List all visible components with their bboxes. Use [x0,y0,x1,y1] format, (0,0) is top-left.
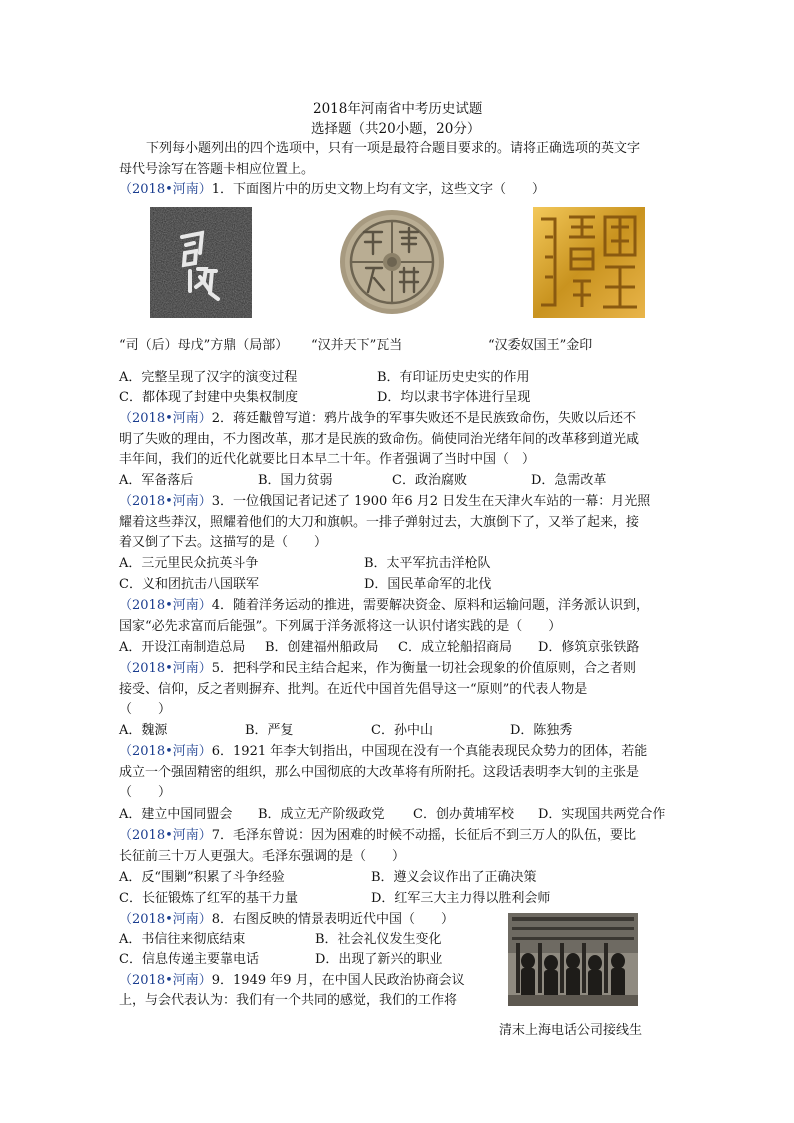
question-source-tag: （2018•河南） [119,912,212,927]
q8-option-a[interactable]: A．书信往来彻底结束 [119,932,246,947]
q7-option-c[interactable]: C．长征锻炼了红军的基干力量 [119,891,298,906]
q8-option-b[interactable]: B．社会礼仪发生变化 [315,932,442,947]
telephone-operators-photo [508,913,638,1006]
question-5-line-3: （ ） [119,702,172,717]
question-source-tag: （2018•河南） [119,494,212,509]
question-6 [119,742,647,762]
question-stem: 3．一位俄国记者记述了 1900 年6 月2 日发生在天津火车站的一幕：月光照 [211,494,651,509]
q4-option-b[interactable]: B．创建福州船政局 [265,640,379,655]
q1-option-c[interactable]: C．都体现了封建中央集权制度 [119,390,298,405]
question-stem: 9．1949 年9 月，在中国人民政治协商会议 [211,973,465,988]
q6-option-a[interactable]: A．建立中国同盟会 [119,807,233,822]
q1-option-d[interactable]: D．均以隶书字体进行呈现 [377,390,531,405]
question-2-line-3: 丰年间，我们的近代化就要比日本早二十年。作者强调了当时中国（ ） [119,452,536,467]
question-source-tag: （2018•河南） [119,661,212,676]
q1-option-a[interactable]: A．完整呈现了汉字的演变过程 [119,370,298,385]
question-4-line-2: 国家“必先求富而后能强”。下列属于洋务派将这一认识付诸实践的是（ ） [119,619,562,634]
question-7-line-2: 长征前三十万人更强大。毛泽东强调的是（ ） [119,849,406,864]
instructions-line-2: 母代号涂写在答题卡相应位置上。 [119,162,315,177]
q4-option-a[interactable]: A．开设江南制造总局 [119,640,246,655]
q3-option-c[interactable]: C．义和团抗击八国联军 [119,577,259,592]
question-6-line-2: 成立一个强固精密的组织，那么中国彻底的大改革将有所附托。这段话表明李大钊的主张是 [119,765,640,780]
q6-option-d[interactable]: D．实现国共两党合作 [538,807,666,822]
q7-option-a[interactable]: A．反“围剿”积累了斗争经验 [119,870,285,885]
question-source-tag: （2018•河南） [119,744,212,759]
q6-option-b[interactable]: B．成立无产阶级政党 [258,807,385,822]
question-5 [119,659,636,679]
question-3-line-2: 耀着这些莽汉，照耀着他们的大刀和旗帜。一排子弹射过去，大旗倒下了，又举了起来，接 [119,515,640,530]
q7-option-d[interactable]: D．红军三大主力得以胜利会师 [371,891,551,906]
q5-option-c[interactable]: C．孙中山 [371,723,433,738]
caption-gold-seal: “汉委奴国王”金印 [488,338,593,353]
question-5-line-2: 接受、信仰，反之者则摒弃、批判。在近代中国首先倡导这一“原则”的代表人物是 [119,682,588,697]
caption-bronze-ding: “司（后）母戊”方鼎（局部） [119,338,289,353]
question-stem: 4．随着洋务运动的推进，需要解决资金、原料和运输问题，洋务派认识到， [211,598,650,613]
q3-option-b[interactable]: B．太平军抗击洋枪队 [364,556,491,571]
question-2-line-2: 明了失败的理由，不力图改革，那才是民族的致命伤。倘使同治光绪年间的改革移到道光咸 [119,432,640,447]
section-subtitle: 选择题（共20小题，20分） [311,121,481,137]
question-source-tag: （2018•河南） [119,411,212,426]
question-4 [119,596,649,616]
q5-option-b[interactable]: B．严复 [245,723,294,738]
q5-option-d[interactable]: D．陈独秀 [510,723,573,738]
q2-option-c[interactable]: C．政治腐败 [392,473,467,488]
bronze-ding-inscription-image [150,207,252,318]
question-1 [119,180,545,200]
question-source-tag: （2018•河南） [119,598,212,613]
question-stem: 8．右图反映的情景表明近代中国（ ） [211,912,455,927]
q8-option-d[interactable]: D．出现了新兴的职业 [315,952,443,967]
question-9-line-2: 上，与会代表认为：我们有一个共同的感觉，我们的工作将 [119,993,458,1008]
question-7 [119,826,636,846]
q6-option-c[interactable]: C．创办黄埔军校 [413,807,514,822]
question-stem: 1．下面图片中的历史文物上均有文字，这些文字（ ） [211,182,546,197]
q3-option-d[interactable]: D．国民革命军的北伐 [364,577,492,592]
q2-option-d[interactable]: D．急需改革 [531,473,607,488]
question-6-line-3: （ ） [119,785,172,800]
question-source-tag: （2018•河南） [119,973,212,988]
question-2 [119,409,636,429]
gold-seal-image [533,207,645,318]
question-stem: 5．把科学和民主结合起来，作为衡量一切社会现象的价值原则，合之者则 [211,661,637,676]
q2-option-b[interactable]: B．国力贫弱 [258,473,333,488]
q1-option-b[interactable]: B．有印证历史史实的作用 [377,370,530,385]
question-stem: 2．蒋廷黻曾写道：鸦片战争的军事失败还不是民族致命伤，失败以后还不 [211,411,637,426]
question-3-line-3: 着又倒了下去。这描写的是（ ） [119,535,328,550]
q2-option-a[interactable]: A．军备落后 [119,473,194,488]
q5-option-a[interactable]: A．魏源 [119,723,168,738]
q8-option-c[interactable]: C．信息传递主要靠电话 [119,952,259,967]
question-3 [119,492,650,512]
caption-tile-end: “汉并天下”瓦当 [311,338,403,353]
caption-telephone-operators: 清末上海电话公司接线生 [499,1023,643,1038]
question-stem: 7．毛泽东曾说：因为困难的时候不动摇，长征后不到三万人的队伍，要比 [211,828,637,843]
instructions-line-1: 下列每小题列出的四个选项中，只有一项是最符合题目要求的。请将正确选项的英文字 [146,141,641,156]
question-source-tag: （2018•河南） [119,828,212,843]
han-tile-end-image [338,208,446,316]
page-title: 2018年河南省中考历史试题 [313,101,483,117]
question-stem: 6．1921 年李大钊指出，中国现在没有一个真能表现民众势力的团体，若能 [211,744,648,759]
q4-option-c[interactable]: C．成立轮船招商局 [398,640,512,655]
question-9 [119,971,465,991]
question-source-tag: （2018•河南） [119,182,212,197]
question-8 [119,910,454,930]
q3-option-a[interactable]: A．三元里民众抗英斗争 [119,556,259,571]
q7-option-b[interactable]: B．遵义会议作出了正确决策 [371,870,537,885]
q4-option-d[interactable]: D．修筑京张铁路 [538,640,640,655]
